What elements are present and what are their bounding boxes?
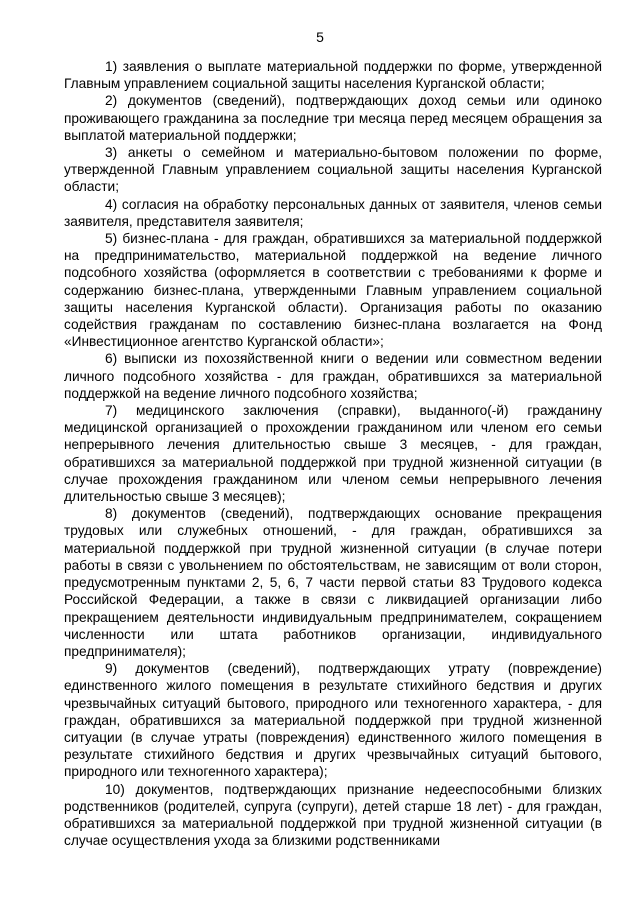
list-item-7: 7) медицинского заключения (справки), выданного(-й) гражданину медицинской организацией о прохождении гражданином или членом его семьи непрерывного лечения длительностью свыше 3 месяцев, - для граждан, обратившихся за материальной поддержкой при трудной жизненной ситуации (в случае прохождения гражданином или членом семьи непрерывного лечения длительностью свыше 3 месяцев);	[64, 403, 602, 505]
list-item-8: 8) документов (сведений), подтверждающих основание прекращения трудовых или служебных отношений, - для граждан, обратившихся за материальной поддержкой при трудной жизненной ситуации (в случае потери работы в связи с увольнением по обстоятельствам, не зависящим от воли сторон, предусмотренным пунктами 2, 5, 6, 7 части первой статьи 83 Трудового кодекса Российской Федерации, а также в связи с ликвидацией организации либо прекращением деятельности индивидуальным предпринимателем, сокращением численности или штата работников организации, индивидуального предпринимателя);	[64, 506, 602, 659]
list-item-5: 5) бизнес-плана - для граждан, обратившихся за материальной поддержкой на предпринимательство, материальной поддержкой на ведение личного подсобного хозяйства (оформляется в соответствии с требованиями к форме и содержанию бизнес-плана, утвержденными Главным управлением социальной защиты населения Курганской области). Организация работы по оказанию содействия гражданам по составлению бизнес-плана возлагается на Фонд «Инвестиционное агентство Курганской области»;	[64, 231, 602, 350]
list-item-9: 9) документов (сведений), подтверждающих утрату (повреждение) единственного жилого помещения в результате стихийного бедствия и других чрезвычайных ситуаций бытового, природного или техногенного характера, - для граждан, обратившихся за материальной поддержкой при трудной жизненной ситуации (в случае утраты (повреждения) единственного жилого помещения в результате стихийного бедствия и других чрезвычайных ситуаций бытового, природного или техногенного характера);	[64, 661, 602, 780]
list-item-1: 1) заявления о выплате материальной поддержки по форме, утвержденной Главным управлением социальной защиты населения Курганской области;	[64, 59, 602, 92]
document-body	[64, 58, 602, 849]
page-number: 5	[316, 29, 324, 45]
list-item-3: 3) анкеты о семейном и материально-бытовом положении по форме, утвержденной Главным управлением социальной защиты населения Курганской области;	[64, 145, 602, 195]
list-item-4: 4) согласия на обработку персональных данных от заявителя, членов семьи заявителя, представителя заявителя;	[64, 196, 602, 229]
list-item-10: 10) документов, подтверждающих признание недееспособными близких родственников (родителей, супруга (супруги), детей старше 18 лет) - для граждан, обратившихся за материальной поддержкой при трудной жизненной ситуации (в случае осуществления ухода за близкими родственниками	[64, 781, 602, 849]
list-item-2: 2) документов (сведений), подтверждающих доход семьи или одиноко проживающего гражданина за последние три месяца перед месяцем обращения за выплатой материальной поддержки;	[64, 93, 602, 143]
list-item-6: 6) выписки из похозяйственной книги о ведении или совместном ведении личного подсобного хозяйства - для граждан, обратившихся за материальной поддержкой на ведение личного подсобного хозяйства;	[64, 351, 602, 401]
